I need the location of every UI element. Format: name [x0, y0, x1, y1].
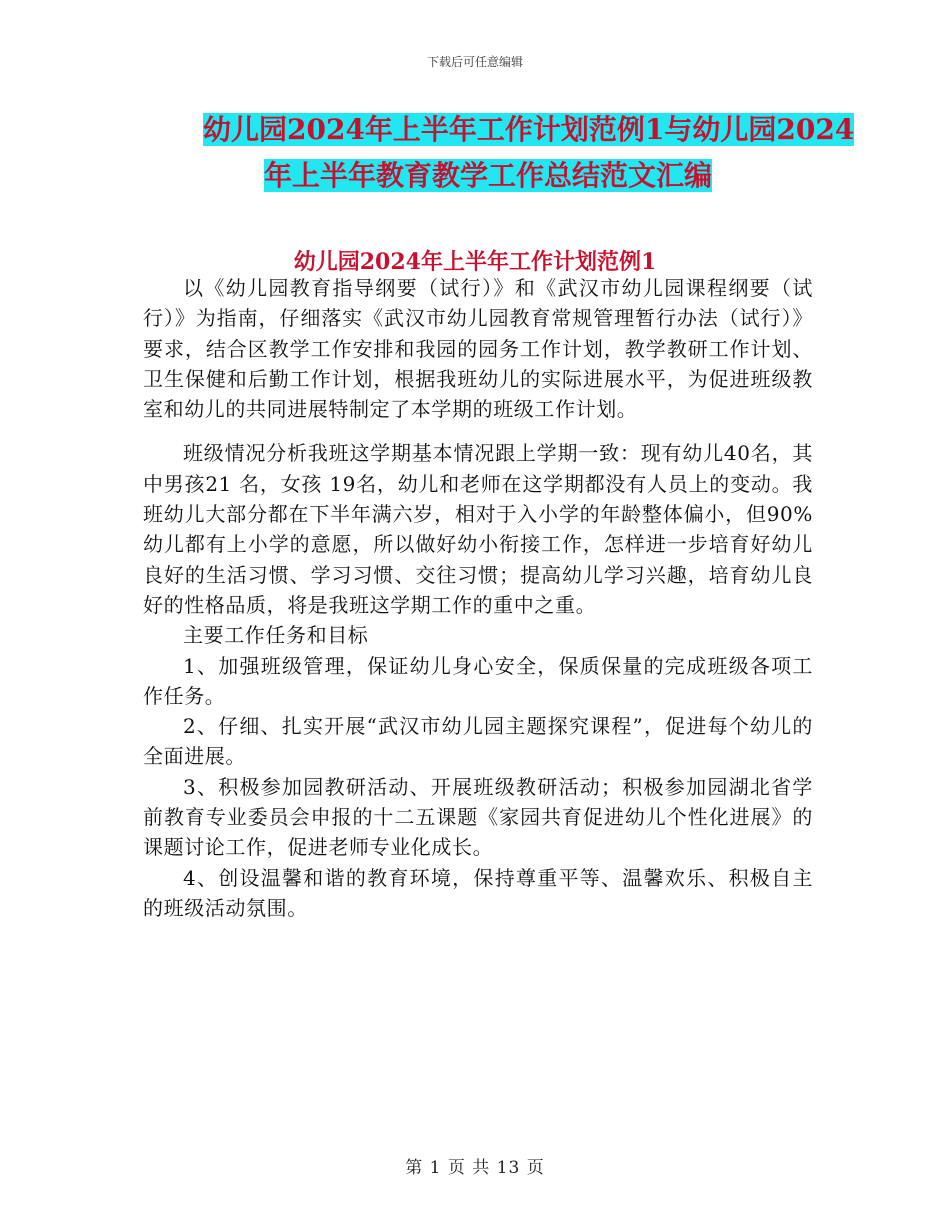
page-footer: 第 1 页 共 13 页 [405, 1158, 545, 1178]
paragraph-task-1: 1、加强班级管理，保证幼儿身心安全，保质保量的完成班级各项工作任务。 [143, 653, 813, 708]
paragraph-task-4: 4、创设温馨和谐的教育环境，保持尊重平等、温馨欢乐、积极自主的班级活动氛围。 [143, 865, 813, 920]
paragraph-intro: 以《幼儿园教育指导纲要（试行）》和《武汉市幼儿园课程纲要（试行）》为指南，仔细落实《武汉市幼儿园教育常规管理暂行办法（试行）》要求，结合区教学工作安排和我园的园务工作计划，教学教研工作计划、卫生保健和后勤工作计划，根据我班幼儿的实际进展水平，为促进班级教室和幼儿的共同进展特制定了本学期的班级工作计划。 [143, 276, 813, 422]
section-title: 幼儿园2024年上半年工作计划范例1 [293, 249, 657, 275]
paragraph-class-analysis: 班级情况分析我班这学期基本情况跟上学期一致：现有幼儿40名，其中男孩21 名，女孩 19名，幼儿和老师在这学期都没有人员上的变动。我班幼儿大部分都在下半年满六岁，相对于入小学的年龄整体偏小，但90%幼儿都有上小学的意愿，所以做好幼小衔接工作，怎样进一步培育好幼儿良好的生活习惯、学习习惯、交往习惯；提高幼儿学习兴趣，培育幼儿良好的性格品质，将是我班这学期工作的重中之重。 [143, 441, 813, 617]
main-title-line-2: 年上半年教育教学工作总结范文汇编 [264, 159, 713, 192]
main-title-line-1: 幼儿园2024年上半年工作计划范例1与幼儿园2024 [203, 113, 855, 146]
paragraph-task-2: 2、仔细、扎实开展“武汉市幼儿园主题探究课程”，促进每个幼儿的全面进展。 [143, 714, 813, 769]
paragraph-task-3: 3、积极参加园教研活动、开展班级教研活动；积极参加园湖北省学前教育专业委员会申报的十二五课题《家园共育促进幼儿个性化进展》的课题讨论工作，促进老师专业化成长。 [143, 774, 813, 860]
header-note: 下载后可任意编辑 [426, 55, 523, 69]
paragraph-heading-tasks: 主要工作任务和目标 [183, 623, 369, 648]
document-body [143, 273, 813, 923]
